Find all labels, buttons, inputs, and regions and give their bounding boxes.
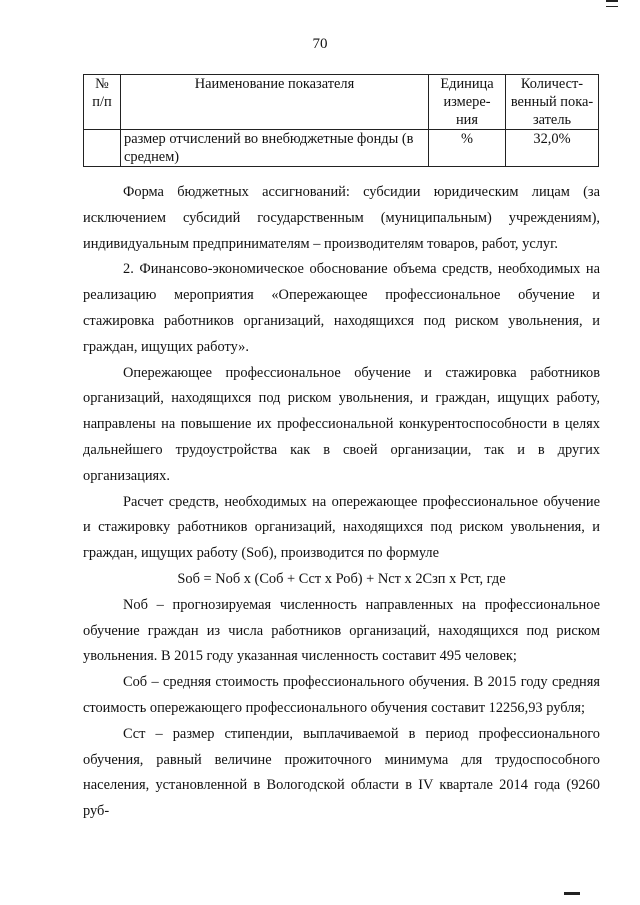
header-unit <box>429 75 506 130</box>
table-row <box>84 130 599 167</box>
cell-number <box>84 130 121 167</box>
cell-quantity: 32,0% <box>506 130 599 167</box>
paragraph-sst-definition: Сст – размер стипендии, выплачиваемой в период профессионального обучения, равный величине прожиточного минимума для трудоспособного населения, установленной в Вологодской области в IV квартале 2014 года (9260 руб- <box>83 725 600 820</box>
scan-corner-mark <box>606 0 618 7</box>
header-number <box>84 75 121 130</box>
paragraph-training-purpose: Опережающее профессиональное обучение и стажировка работников организаций, находящихся под риском увольнения, и граждан, ищущих работу, направлены на повышение их профессиональной конкурентоспособности в целях дальнейшего трудоустройства как в своей организации, так и в других организациях. <box>83 364 600 484</box>
page-number: 70 <box>312 36 328 52</box>
header-text: Наименование показателя <box>194 76 355 92</box>
paragraph-funding-form: Форма бюджетных ассигнований: субсидии юридическим лицам (за исключением субсидий государственным (муниципальным) учреждениям), индивидуальным предпринимателям – производителям товаров, работ, услуг. <box>83 184 600 252</box>
indicator-table <box>83 74 599 167</box>
paragraph-section-heading: 2. Финансово-экономическое обоснование объема средств, необходимых на реализацию мероприятия «Опережающее профессиональное обучение и стажировка работников организаций, находящихся под риском увольнения, и граждан, ищущих работу». <box>83 261 600 355</box>
header-text: № п/п <box>92 76 112 110</box>
paragraph-calculation-intro: Расчет средств, необходимых на опережающее профессиональное обучение и стажировку работников организаций, находящихся под риском увольнения, и граждан, ищущих работу (Sоб), производится по формуле <box>83 493 600 562</box>
header-text: Единица измере- ния <box>440 76 494 128</box>
table-header-row <box>84 75 599 130</box>
scan-corner-mark <box>564 892 580 895</box>
header-quantity <box>506 75 599 130</box>
cell-unit: % <box>429 130 506 167</box>
cell-indicator-name: размер отчислений во внебюджетные фонды (в среднем) <box>121 130 429 167</box>
body-text <box>83 180 600 825</box>
formula: Sоб = Nоб х (Соб + Сст х Роб) + Nст х 2Сзп х Рст, где <box>177 570 506 587</box>
paragraph-nob-definition: Nоб – прогнозируемая численность направленных на профессиональное обучение граждан из числа работников организаций, находящихся под риском увольнения. В 2015 году указанная численность составит 495 человек; <box>83 596 600 665</box>
header-indicator-name <box>121 75 429 130</box>
paragraph-sob-definition: Соб – средняя стоимость профессионального обучения. В 2015 году средняя стоимость опережающего профессионального обучения составит 12256,93 рубля; <box>83 674 600 716</box>
header-text: Количест- венный пока- затель <box>510 76 594 128</box>
